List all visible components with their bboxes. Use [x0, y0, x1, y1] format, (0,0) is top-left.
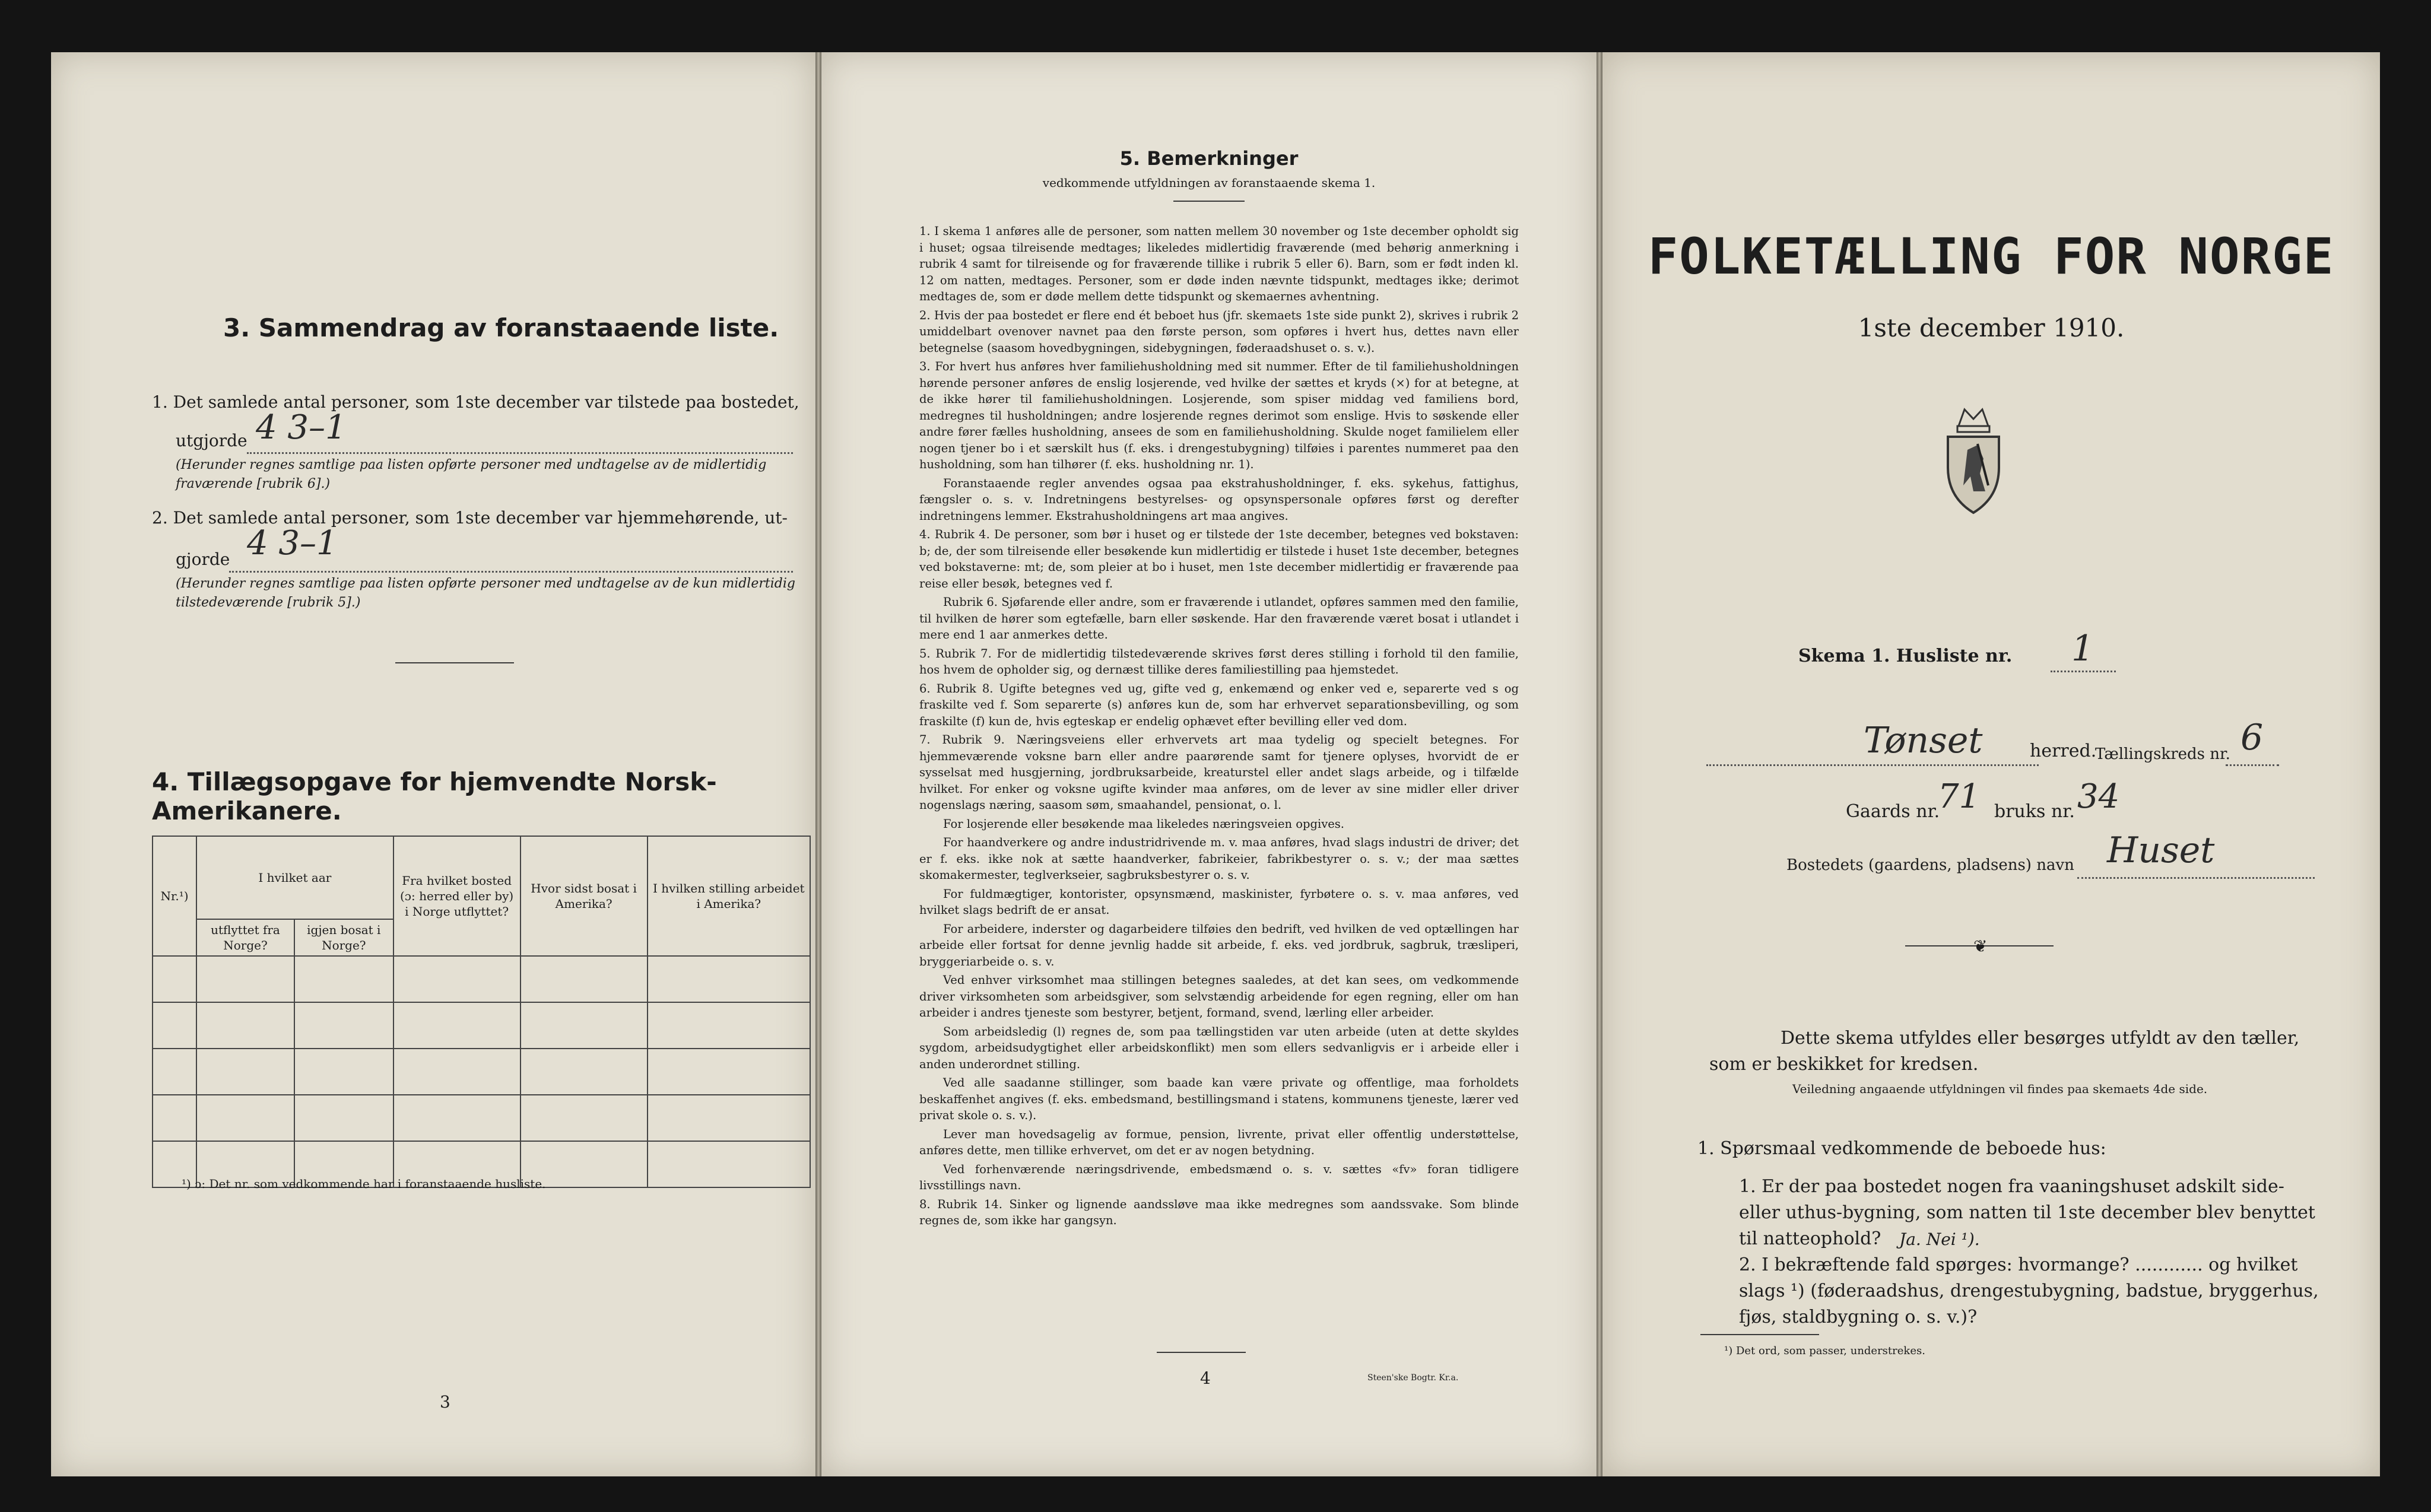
divider: [1157, 1352, 1246, 1353]
footnote: ¹) Det ord, som passer, understrekes.: [1724, 1345, 1925, 1357]
remark-item: Lever man hovedsagelig av formue, pension, livrente, privat eller offentlig understøttelse, anføres dette, men tillike erhvervet, om det er av nogen betydning.: [919, 1127, 1519, 1157]
remarks-subheading: vedkommende utfyldningen av foranstaaende skema 1.: [1042, 176, 1376, 190]
herred-label: herred.: [2030, 741, 2097, 761]
remark-item: 7. Rubrik 9. Næringsveiens eller erhvervets art maa tydelig og specielt betegnes. For hjemmeværende voksne barn eller andre paarørende samt for tjenere oplyses, hvorvidt de er sysselsat med husgjerning, jordbruksarbeide, kreaturstel eller andet slags arbeide, og i tilfælde hvilket. For enker og voksne ugifte kvinder maa anføres, om de lever av sine midler eller driver nogenslags næring, saasom søm, smaahandel, pensionat, o. l.: [919, 733, 1519, 812]
remark-item: Ved enhver virksomhet maa stillingen betegnes saaledes, at det kan sees, om vedkommende driver virksomheten som arbeidsgiver, som selvstændig arbeidende for egen regning, eller om han arbeider i andres tjeneste som bestyrer, betjent, formand, svend, lærling eller arbeider.: [919, 973, 1519, 1019]
summary-item-1-value: 4 3–1: [256, 408, 347, 447]
summary-item-2-label: gjorde: [176, 549, 230, 569]
gaards-label: Gaards nr.: [1846, 801, 1940, 822]
form-date: 1ste december 1910.: [1858, 313, 2125, 342]
remark-item: 3. For hvert hus anføres hver familiehusholdning med sit nummer. Efter de til familiehusholdningen hørende personer anføres de enslig losjerende, ved hvilke der sættes et kryds (×) for at betegne, at de ikke hører til familiehusholdningen. Losjerende, som spiser middag ved familiens bord, medregnes til husholdningen; andre losjerende regnes derimot som enslige. Hvis to søskende eller andre fører fælles husholdning, ansees de som en familiehusholdning. Skulde noget familielem eller nogen tjener bo i et særskilt hus (f. eks. i drengestubygning) tilføies i parentes nummeret paa den husholdning, som han tilhører (f. eks. husholdning nr. 1).: [919, 360, 1519, 471]
bruks-number: 34: [2077, 777, 2120, 816]
divider: [395, 662, 514, 663]
question-2: 2. I bekræftende fald spørges: hvormange? ............ og hvilket slags ¹) (føderaadshus, drengestubygning, badstue, bryggerhus, fjøs, staldbygning o. s. v.)?: [1739, 1254, 2319, 1327]
summary-item-1-note: (Herunder regnes samtlige paa listen opførte personer med undtagelse av de midlertidig fraværende [rubrik 6].): [176, 458, 767, 491]
col-year-emigrated: utflyttet fra Norge?: [196, 919, 294, 956]
page-fold: [1597, 52, 1602, 1476]
col-year-returned: igjen bosat i Norge?: [294, 919, 393, 956]
remark-item: 8. Rubrik 14. Sinker og lignende aandssløve maa ikke medregnes som aandssvake. Som blinde regnes de, som ikke har gangsyn.: [919, 1197, 1519, 1227]
husliste-number: 1: [2071, 628, 2094, 669]
section-3-heading: 3. Sammendrag av foranstaaende liste.: [223, 313, 779, 342]
table-row: [153, 956, 810, 1002]
page-1: [1602, 52, 2380, 1476]
dotted-line: [2051, 669, 2116, 672]
page-4: [821, 52, 1597, 1476]
col-last-america: Hvor sidst bosat i Amerika?: [521, 836, 648, 956]
remark-item: 5. Rubrik 7. For de midlertidig tilstedeværende skrives først deres stilling i forhold til den familie, hos hvem de opholder sig, og dernæst tillike deres familiestilling paa hjemstedet.: [919, 646, 1519, 676]
summary-item-2-note: (Herunder regnes samtlige paa listen opførte personer med undtagelse av de kun midlertidig tilstedeværende [rubrik 5].): [176, 576, 795, 610]
page-number: 3: [440, 1392, 450, 1412]
remarks-heading: 5. Bemerkninger: [1119, 147, 1299, 170]
col-group-year: I hvilket aar: [196, 836, 393, 919]
question-1-answer: Ja. Nei ¹).: [1899, 1230, 1980, 1249]
divider: [1173, 201, 1245, 202]
summary-item-1-label: utgjorde: [176, 431, 247, 450]
divider: [1700, 1334, 1819, 1335]
kreds-number: 6: [2240, 717, 2264, 758]
summary-item-2-value: 4 3–1: [247, 524, 338, 563]
page-number: 4: [1200, 1368, 1211, 1388]
remarks-list: [919, 223, 1519, 1231]
dotted-line: [1706, 763, 2039, 766]
table-row: [153, 1095, 810, 1141]
remark-item: For haandverkere og andre industridrivende m. v. maa anføres, hvad slags industri de driver; det er f. eks. ikke nok at sætte haandverker, fabrikeier, fabrikbestyrer o. s. v.; der maa sættes skomakermester, teglverkseier, sagbruksbestyrer o. s. v.: [919, 836, 1519, 882]
remark-item: 1. I skema 1 anføres alle de personer, som natten mellem 30 november og 1ste december opholdt sig i huset; ogsaa tilreisende medtages; likeledes midlertidig fraværende (med behørig anmerkning i rubrik 4 samt for tilreisende og for fraværende tillike i rubrik 5 eller 6). Barn, som er født inden kl. 12 om natten, medtages. Personer, som er døde inden nævnte tidspunkt, medtages ikke; derimot medtages de, som er døde mellem dette tidspunkt og skemaernes avhentning.: [919, 224, 1519, 303]
form-title: FOLKETÆLLING FOR NORGE: [1648, 227, 2335, 285]
norsk-amerikanere-table: [152, 836, 811, 1188]
questions-heading: 1. Spørsmaal vedkommende de beboede hus:: [1697, 1138, 2106, 1159]
remark-item: 2. Hvis der paa bostedet er flere end ét beboet hus (jfr. skemaets 1ste side punkt 2), skrives i rubrik 2 umiddelbart ovenover navnet paa den første person, som opføres i hvert hus, dettes navn eller betegnelse (saasom hovedbygningen, sidebygningen, føderaadshuset o. s. v.).: [919, 308, 1519, 355]
herred-value: Tønset: [1864, 720, 1983, 761]
section-4-footnote: ¹) ɔ: Det nr. som vedkommende har i foranstaaende husliste.: [182, 1177, 546, 1191]
dotted-line: [247, 451, 793, 454]
remark-item: Ved alle saadanne stillinger, som baade kan være private og offentlige, maa forholdets beskaffenhet angives (f. eks. embedsmand, bestillingsmand i statens, kommunens tjeneste, lærer ved privat skole o. s. v.).: [919, 1076, 1519, 1122]
summary-item-1: 1. Det samlede antal personer, som 1ste december var tilstede paa bostedet,: [152, 392, 799, 412]
section-4-heading: 4. Tillægsopgave for hjemvendte Norsk-Amerikanere.: [152, 767, 717, 825]
page-3: [51, 52, 815, 1476]
bosted-label: Bostedets (gaardens, pladsens) navn: [1786, 856, 2074, 874]
kreds-label: Tællingskreds nr.: [2095, 745, 2230, 763]
dotted-line: [2077, 876, 2315, 879]
ornament-icon: ❦: [1973, 936, 1988, 956]
norwegian-coat-of-arms-icon: [1941, 402, 2006, 515]
bosted-value: Huset: [2107, 830, 2215, 871]
remark-item: 4. Rubrik 4. De personer, som bør i huset og er tilstede der 1ste december, betegnes ved bokstaven: b; de, der som tilreisende eller besøkende kun midlertidig er tilstede i huset 1ste december, betegnes ved bokstaverne: mt; de, som pleier at bo i huset, men 1ste december midlertidig er fraværende paa reise eller besøk, betegnes ved f.: [919, 528, 1519, 590]
remark-item: Rubrik 6. Sjøfarende eller andre, som er fraværende i utlandet, opføres sammen med den familie, til hvilken de hører som egtefælle, barn eller søskende. Har den fraværende været bosat i utlandet i mere end 1 aar anmerkes dette.: [919, 595, 1519, 641]
remark-item: Som arbeidsledig (l) regnes de, som paa tællingstiden var uten arbeide (uten at dette skyldes sygdom, arbeidsudygtighet eller arbeidskonflikt) men som ellers sedvanligvis er i arbeide eller i anden underordnet stilling.: [919, 1024, 1519, 1071]
schema-label: Skema 1. Husliste nr.: [1798, 646, 2013, 666]
col-occupation-america: I hvilken stilling arbeidet i Amerika?: [648, 836, 810, 956]
summary-item-2: 2. Det samlede antal personer, som 1ste december var hjemmehørende, ut-: [152, 508, 788, 528]
dotted-line: [2226, 763, 2279, 766]
remark-item: Foranstaaende regler anvendes ogsaa paa ekstrahusholdninger, f. eks. sykehus, fattighus, fængsler o. s. v. Indretningens bestyrelses- og opsynspersonale opføres først og derefter indretningens lemmer. Ekstrahusholdningens art maa angives.: [919, 476, 1519, 523]
remark-item: For fuldmægtiger, kontorister, opsynsmænd, maskinister, fyrbøtere o. s. v. maa anføres, ved hvilket slags bedrift de er ansat.: [919, 887, 1519, 917]
col-from-place: Fra hvilket bosted (ɔ: herred eller by) i Norge utflyttet?: [393, 836, 521, 956]
table-row: [153, 1049, 810, 1095]
dotted-line: [229, 570, 793, 573]
intro-text: Dette skema utfyldes eller besørges utfyldt av den tæller, som er beskikket for kredsen.: [1709, 1028, 2300, 1075]
remark-item: Ved forhenværende næringsdrivende, embedsmænd o. s. v. sættes «fv» foran tidligere livsstillings navn.: [919, 1162, 1519, 1192]
gaards-number: 71: [1938, 777, 1981, 816]
question-1: 1. Er der paa bostedet nogen fra vaaningshuset adskilt side- eller uthus-bygning, som natten til 1ste december blev benyttet til natteophold?: [1739, 1176, 2315, 1249]
veiledning-text: Veiledning angaaende utfyldningen vil findes paa skemaets 4de side.: [1792, 1082, 2208, 1096]
bruks-label: bruks nr.: [1994, 801, 2075, 822]
col-nr: Nr.¹): [153, 836, 196, 956]
page-fold: [815, 52, 821, 1476]
printer-mark: Steen'ske Bogtr. Kr.a.: [1367, 1373, 1459, 1383]
remark-item: 6. Rubrik 8. Ugifte betegnes ved ug, gifte ved g, enkemænd og enker ved e, separerte ved s og fraskilte ved f. Som separerte (s) anføres kun de, som har erhvervet separationsbevilling, og som fraskilte (f) kun de, hvis egteskap er endelig ophævet efter bevilling eller ved dom.: [919, 681, 1519, 728]
table-row: [153, 1002, 810, 1049]
remark-item: For arbeidere, inderster og dagarbeidere tilføies den bedrift, ved hvilken de ved optællingen har arbeide eller fortsat for denne jevnlig hadde sit arbeide, f. eks. ved jordbruk, sagbruk, træsliperi, bryggeriarbeide o. s. v.: [919, 922, 1519, 968]
remark-item: For losjerende eller besøkende maa likeledes næringsveien opgives.: [943, 817, 1344, 831]
